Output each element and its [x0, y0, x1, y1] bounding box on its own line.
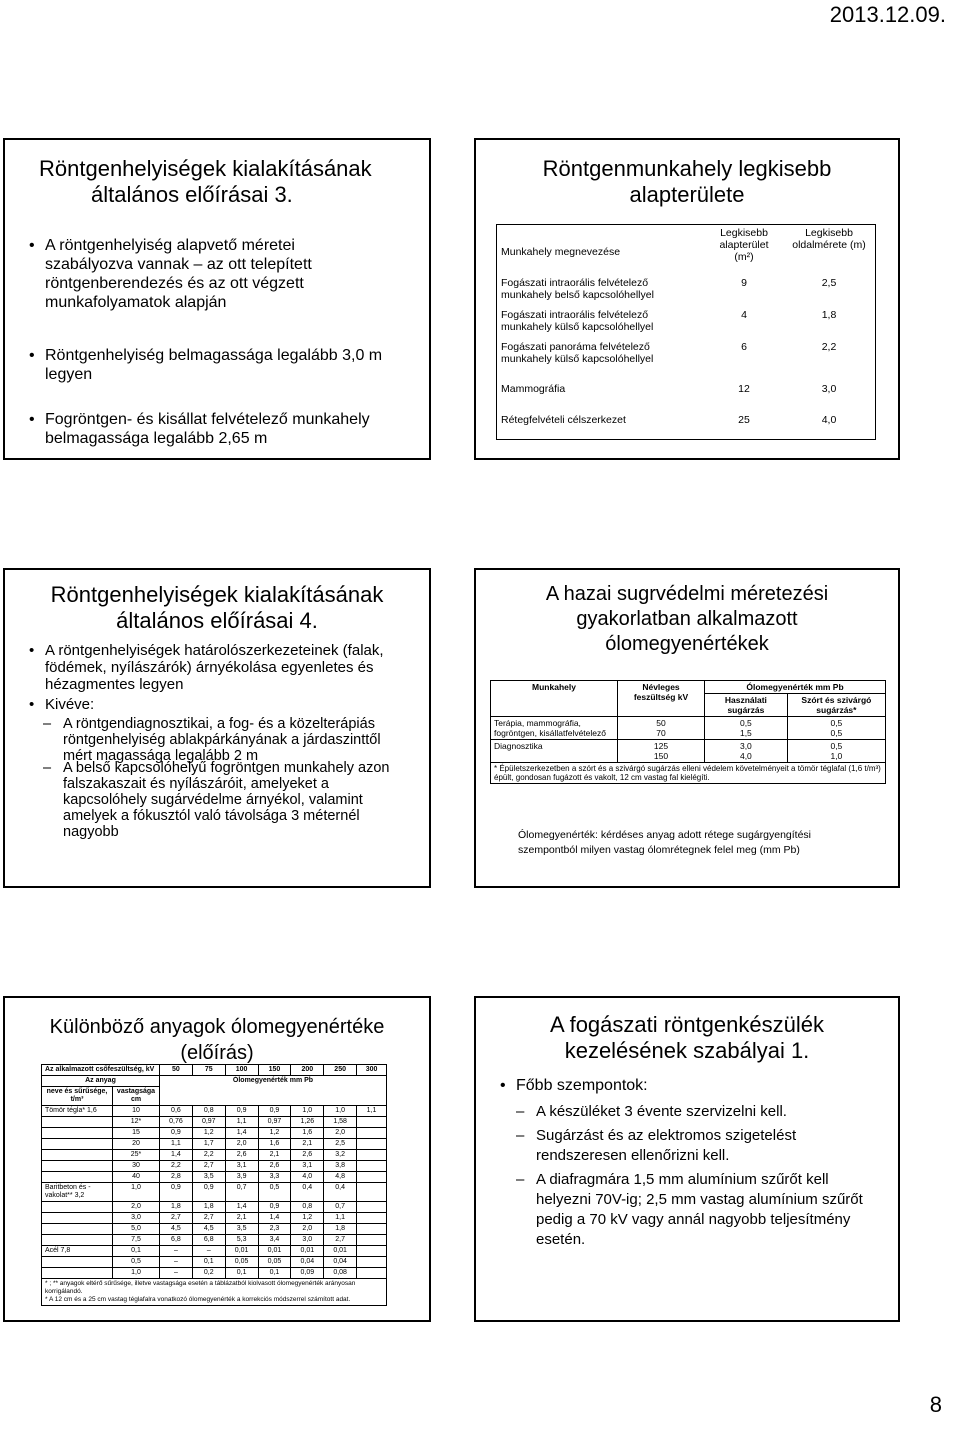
slide-4-title: A hazai sugrvédelmi méretezési gyakorlatban alkalmazott ólomegyenértékek [545, 583, 829, 655]
material-table-body [42, 1106, 387, 1279]
slide-2 [474, 138, 900, 460]
slide-6-sub-3: – A diafragmára 1,5 mm alumínium szűrőt kell helyezni 70V-ig; 2,5 mm vastag alumínium szűrőt pedig a 70 kV vagy annál nagyobb teljesítmény esetén. [512, 1170, 886, 1250]
table-row: Diagnosztika 125 150 3,0 4,0 0,5 1,0 [491, 740, 886, 763]
slide-6-bullet-1: • Főbb szempontok: [498, 1076, 648, 1095]
slide-5-title: Különböző anyagok ólomegyenértéke (előírás) [49, 1016, 385, 1064]
header-area: Legkisebb alapterület (m²) [719, 227, 769, 263]
slide-1-bullet-2: • Röntgenhelyiség belmagassága legalább 3,0 m legyen [27, 346, 425, 384]
table-row: 20 1,1 1,7 2,0 1,6 2,1 2,5 [42, 1139, 387, 1150]
slide-1-bullet-1: • A röntgenhelyiség alapvető méretei szabályozva vannak – az ott telepített röntgenberendezés és az ott végzett munkafolyamatok alapján [27, 236, 375, 312]
table-row: Tömör tégla* 1,6 10 0,6 0,8 0,9 0,9 1,0 1,0 1,1 [42, 1106, 387, 1117]
table-footnote-row: * ; ** anyagok eltérő sűrűsége, illetve vastagsága esetén a táblázatból kiolvasott ólomegyenérték arányosan korrigálandó. * A 12 cm és a 25 cm vastag téglafalra vonatkozó ólomegyenérték a korrekciós módszerrel számított adat. [42, 1279, 387, 1306]
slide-5 [3, 996, 431, 1322]
material-name: Acél 7,8 [42, 1246, 113, 1257]
page-number: 8 [929, 1392, 942, 1417]
lead-equivalent-note: Ólomegyenérték: kérdéses anyag adott rétege sugárgyengítési szempontból milyen vastag ólomrétegnek felel meg (mm Pb) [518, 829, 812, 856]
slide-6-sub-1: – A készüléket 3 évente szervizelni kell. [512, 1102, 856, 1122]
table-row: 12* 0,76 0,97 1,1 0,97 1,26 1,58 [42, 1117, 387, 1128]
table-header-row [491, 681, 886, 694]
slide-1-bullet-3: • Fogröntgen- és kisállat felvételező munkahely belmagassága legalább 2,65 m [27, 410, 425, 448]
table-row: 40 2,8 3,5 3,9 3,3 4,0 4,8 [42, 1172, 387, 1183]
table-row: 0,5 – 0,1 0,05 0,05 0,04 0,04 [42, 1257, 387, 1268]
table-footnote-row: * Épületszerkezetben a szórt és a szivárgó sugárzás elleni védelem követelményeit a tömör téglafal (1,6 t/m³) épült, gondosan fugázott és vakolt, 12 cm vastag fal kielégíti. [491, 763, 886, 784]
table-row: Rétegfelvételi célszerkezet 25 4,0 [501, 414, 837, 426]
header-primary: Használati sugárzás [705, 694, 788, 717]
header-scatter: Szórt és szivárgó sugárzás* [787, 694, 885, 717]
table-header-row: Az alkalmazott csőfeszültség, kV 50 75 100 150 200 250 300 [42, 1065, 387, 1076]
slide-6 [474, 996, 900, 1322]
table-row: Terápia, mammográfia, fogröntgen, kisállatfelvételező 50 70 0,5 1,5 0,5 0,5 [491, 717, 886, 740]
slide-1 [3, 138, 431, 460]
header-workplace: Munkahely [491, 681, 618, 717]
slide-3-sub-2: – A belső kapcsolóhelyű fogröntgen munkahely azon falszakaszait és nyílászáróit, amelyeket a kapcsolóhely sugárvédelme árnyékol, valamint amelyek a fókusztól való távolsága 3 méternél nagyobb [39, 760, 413, 840]
table-row: Acél 7,8 0,1 – – 0,01 0,01 0,01 0,01 [42, 1246, 387, 1257]
table-header-row: neve és sűrűsége, t/m³ vastagsága cm [42, 1087, 387, 1106]
min-area-table [497, 227, 875, 435]
slide-4 [474, 568, 900, 888]
header-voltage: Névleges feszültség kV [618, 681, 705, 717]
slide-3-bullet-1: • A röntgenhelyiségek határolószerkezeteinek (falak, födémek, nyílászárók) árnyékolása egyenletes és hézagmentes legyen [27, 642, 415, 693]
slide-3 [3, 568, 431, 888]
slide-3-bullet-2: • Kivéve: [27, 696, 94, 713]
table-row: 5,0 4,5 4,5 3,5 2,3 2,0 1,8 [42, 1224, 387, 1235]
material-name: Baritbeton és -vakolat** 3,2 [42, 1183, 113, 1202]
material-name: Tömör tégla* 1,6 [42, 1106, 113, 1117]
slide-6-title: A fogászati röntgenkészülék kezelésének szabályai 1. [550, 1012, 824, 1063]
table-row: 25* 1,4 2,2 2,6 2,1 2,6 3,2 [42, 1150, 387, 1161]
table-row: 2,0 1,8 1,8 1,4 0,9 0,8 0,7 [42, 1202, 387, 1213]
table-row: Fogászati intraorális felvételező munkahely külső kapcsolóhellyel 4 1,8 [501, 309, 837, 333]
table-row: 7,5 6,8 6,8 5,3 3,4 3,0 2,7 [42, 1235, 387, 1246]
slide-6-sub-2: – Sugárzást és az elektromos szigetelést rendszeresen ellenőrizni kell. [512, 1126, 856, 1166]
material-lead-table [41, 1064, 387, 1306]
header-workplace: Munkahely megnevezése [501, 246, 621, 258]
slide-1-title: Röntgenhelyiségek kialakításának általános előírásai 3. [39, 156, 372, 207]
table-row: 15 0,9 1,2 1,4 1,2 1,6 2,0 [42, 1128, 387, 1139]
header-kv: Az alkalmazott csőfeszültség, kV [42, 1065, 160, 1076]
slide-3-sub-1: – A röntgendiagnosztikai, a fog- és a közelterápiás röntgenhelyiség ablakpárkányának a járdaszinttől mért magassága legalább 2 m [39, 716, 413, 764]
table-row: 3,0 2,7 2,7 2,1 1,4 1,2 1,1 [42, 1213, 387, 1224]
header-date: 2013.12.09. [829, 2, 946, 27]
table-row: Fogászati panoráma felvételező munkahely külső kapcsolóhellyel 6 2,2 [501, 341, 837, 365]
table-header-row: Az anyag Ólomegyenérték mm Pb [42, 1076, 387, 1087]
slide-2-title: Röntgenmunkahely legkisebb alapterülete [542, 156, 832, 207]
lead-equivalent-table [490, 680, 886, 784]
table-row: Baritbeton és -vakolat** 3,2 1,0 0,9 0,9 0,7 0,5 0,4 0,4 [42, 1183, 387, 1202]
header-lead-eq: Ólomegyenérték mm Pb [705, 681, 886, 694]
table-row: Mammográfia 12 3,0 [501, 383, 837, 395]
table-row: 1,0 – 0,2 0,1 0,1 0,09 0,08 [42, 1268, 387, 1279]
slide-3-title: Röntgenhelyiségek kialakításának általános előírásai 4. [50, 582, 384, 633]
header-side: Legkisebb oldalmérete (m) [792, 227, 866, 251]
table-row: 30 2,2 2,7 3,1 2,6 3,1 3,8 [42, 1161, 387, 1172]
table-header-row [497, 227, 875, 277]
min-area-table-frame [496, 224, 876, 440]
table-row: Fogászati intraorális felvételező munkahely belső kapcsolóhellyel 9 2,5 [501, 277, 837, 301]
